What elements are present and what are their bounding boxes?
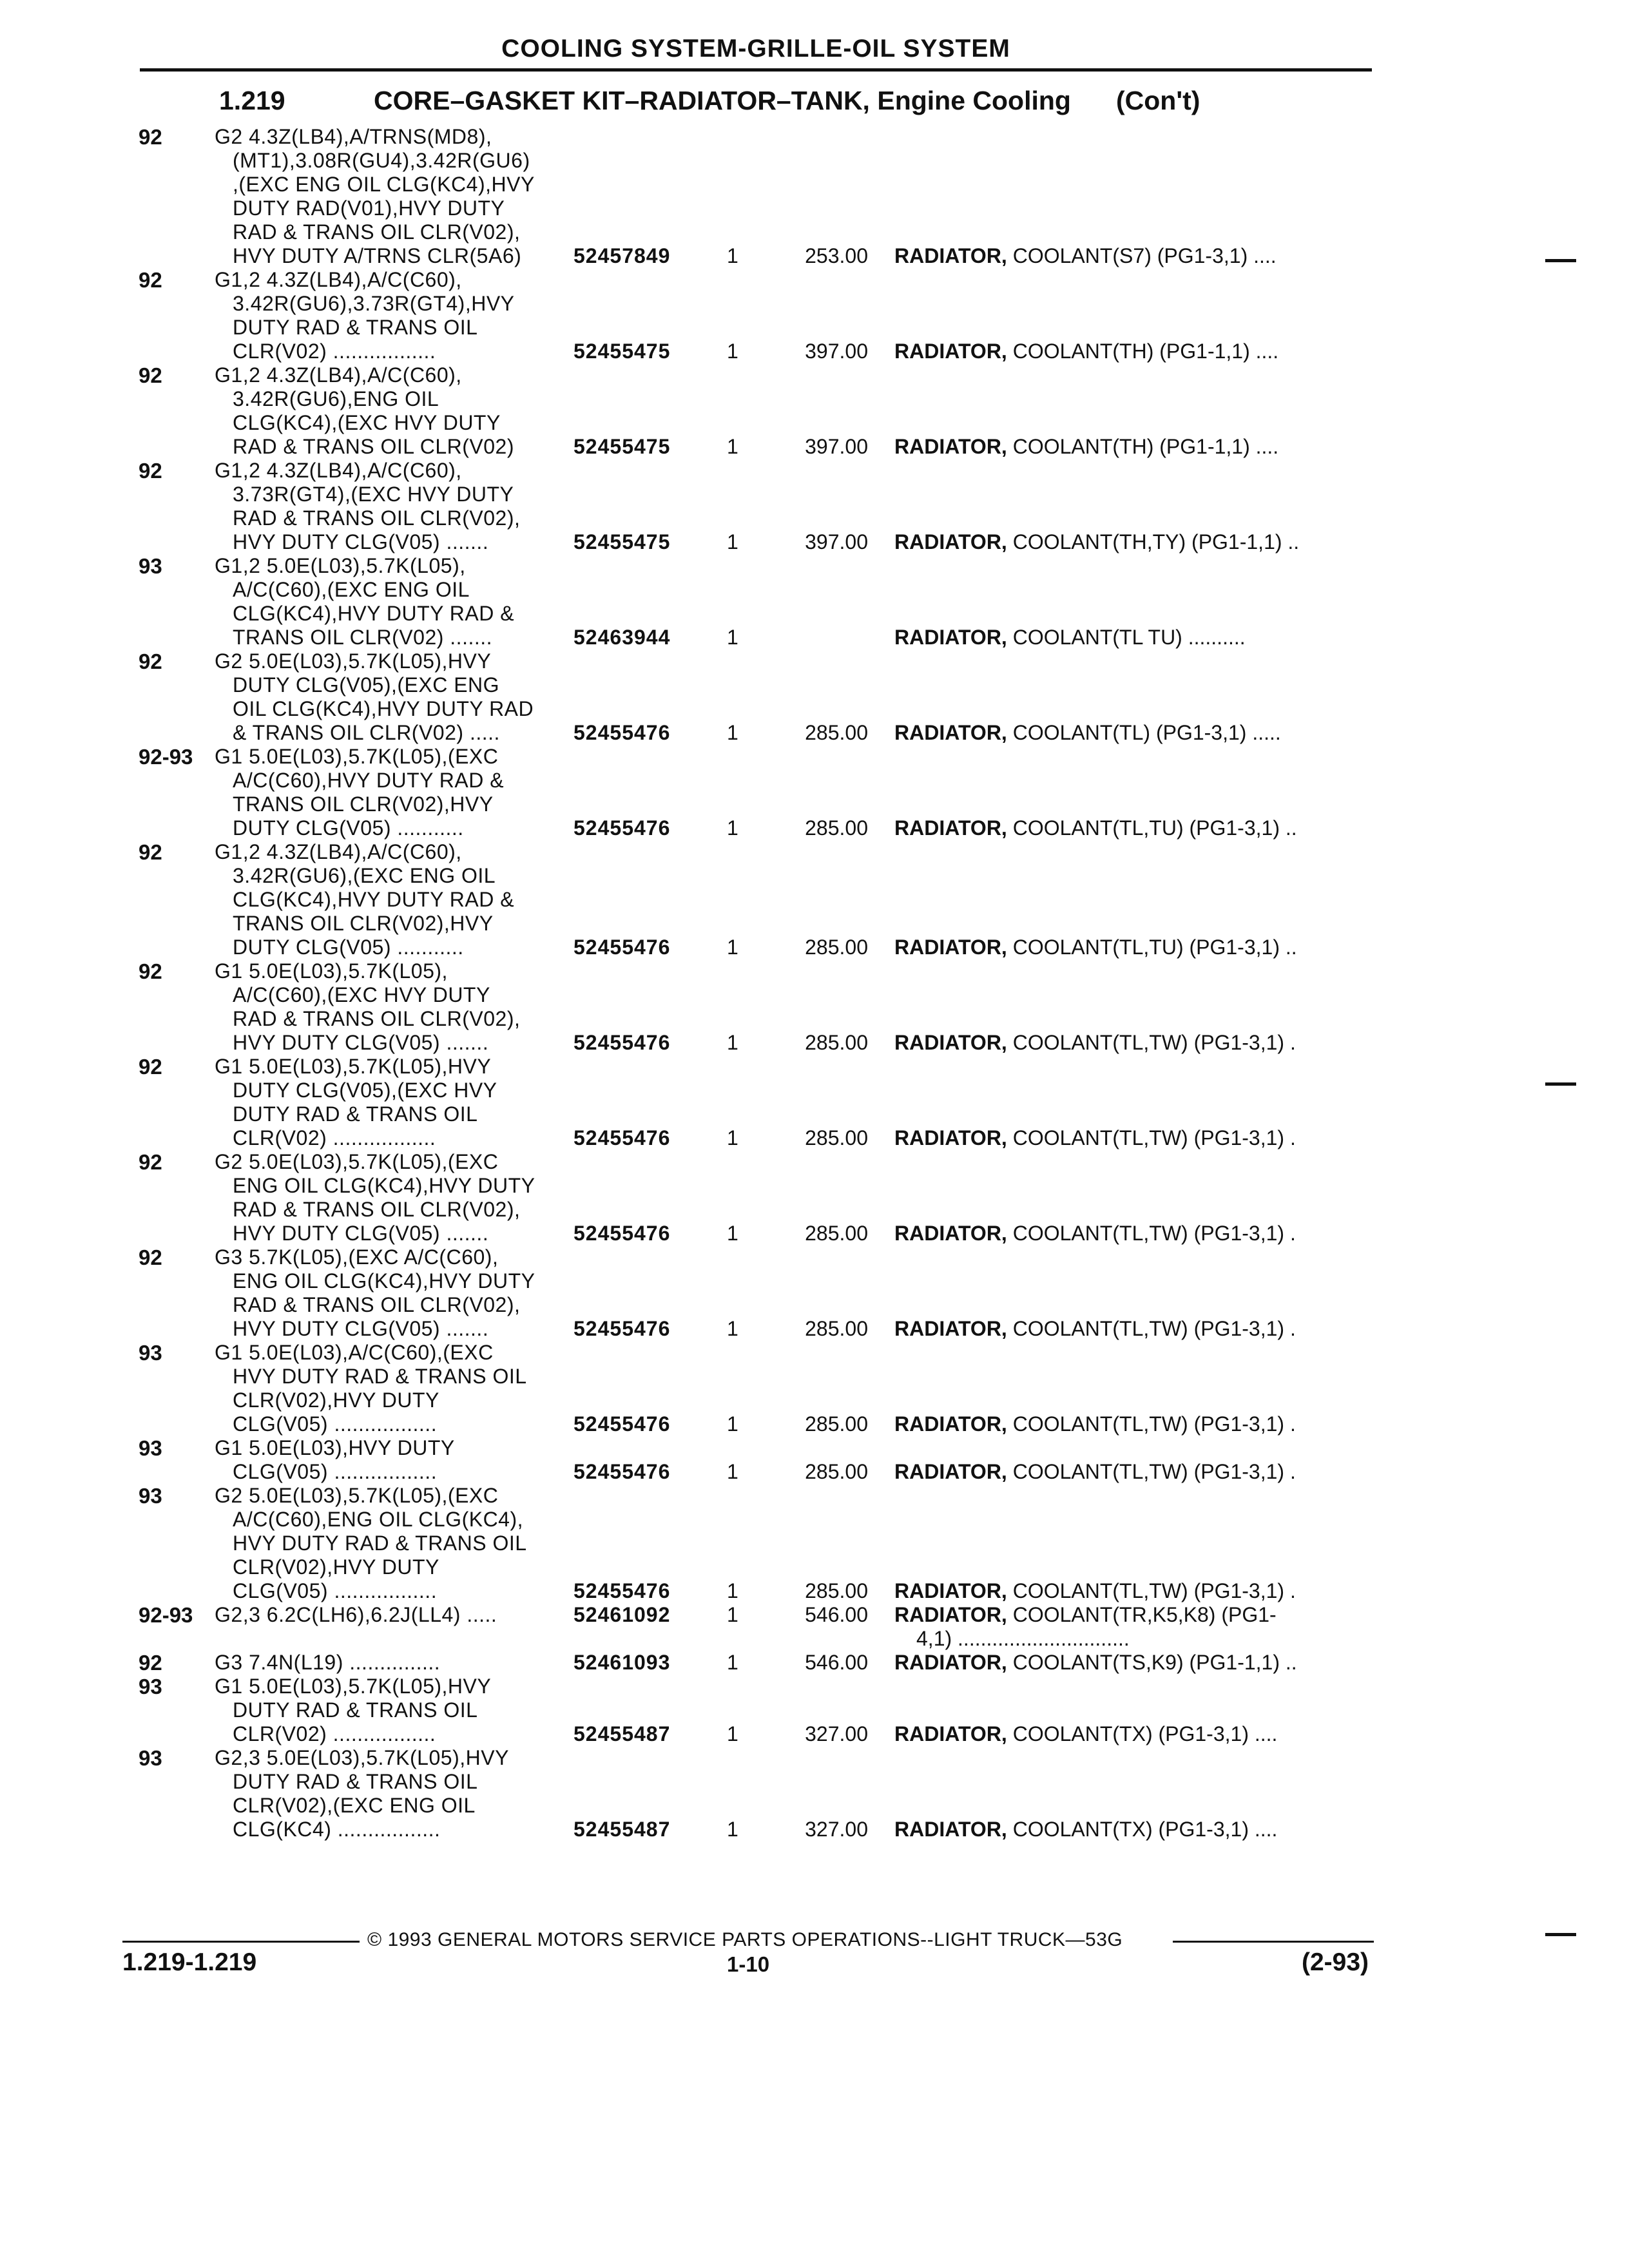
usage-description: G2 4.3Z(LB4),A/TRNS(MD8), xyxy=(215,125,492,148)
usage-description: TRANS OIL CLR(V02),HVY xyxy=(233,793,494,816)
part-number: 52455476 xyxy=(574,1412,671,1436)
usage-description: RAD & TRANS OIL CLR(V02), xyxy=(233,220,521,244)
quantity: 1 xyxy=(727,1722,738,1745)
part-number: 52461092 xyxy=(574,1603,671,1626)
quantity: 1 xyxy=(727,1222,738,1245)
usage-description: G2,3 6.2C(LH6),6.2J(LL4) ..... xyxy=(215,1603,497,1626)
price: 285.00 xyxy=(805,816,868,840)
usage-description: A/C(C60),(EXC ENG OIL xyxy=(233,578,470,601)
part-name-noun: RADIATOR, xyxy=(894,1722,1007,1745)
usage-description: CLR(V02) ................. xyxy=(233,1126,436,1149)
usage-description: G1 5.0E(L03),5.7K(L05),HVY xyxy=(215,1675,492,1698)
usage-description: G1 5.0E(L03),5.7K(L05),(EXC xyxy=(215,745,499,768)
part-number: 52455476 xyxy=(574,816,671,840)
usage-description: G3 7.4N(L19) ............... xyxy=(215,1651,441,1674)
part-name-noun: RADIATOR, xyxy=(894,1222,1007,1245)
usage-description: RAD & TRANS OIL CLR(V02) xyxy=(233,435,514,458)
part-name-noun: RADIATOR, xyxy=(894,816,1007,840)
part-number: 52455475 xyxy=(574,530,671,553)
part-name-noun: RADIATOR, xyxy=(894,1031,1007,1054)
part-name-noun: RADIATOR, xyxy=(894,1818,1007,1841)
part-name-noun: RADIATOR, xyxy=(894,244,1007,267)
usage-description: DUTY RAD(V01),HVY DUTY xyxy=(233,197,505,220)
part-name-noun: RADIATOR, xyxy=(894,1317,1007,1340)
usage-description: DUTY CLG(V05),(EXC ENG xyxy=(233,673,500,697)
usage-description: G2,3 5.0E(L03),5.7K(L05),HVY xyxy=(215,1746,509,1769)
usage-description: CLG(KC4),HVY DUTY RAD & xyxy=(233,602,515,625)
model-year: 93 xyxy=(139,1341,162,1365)
footer-rule-left xyxy=(122,1941,360,1943)
usage-description: 3.42R(GU6),3.73R(GT4),HVY xyxy=(233,292,515,315)
model-year: 92 xyxy=(139,1150,162,1174)
part-name xyxy=(894,435,1371,459)
part-number: 52455476 xyxy=(574,936,671,959)
section-number: 1.219 xyxy=(219,86,285,115)
usage-description: 3.73R(GT4),(EXC HVY DUTY xyxy=(233,483,514,506)
part-number: 52455476 xyxy=(574,1579,671,1602)
part-number: 52455476 xyxy=(574,1222,671,1245)
quantity: 1 xyxy=(727,340,738,363)
usage-description: DUTY CLG(V05),(EXC HVY xyxy=(233,1079,497,1102)
usage-description: CLR(V02),(EXC ENG OIL xyxy=(233,1794,476,1817)
footer-copyright: © 1993 GENERAL MOTORS SERVICE PARTS OPERATIONS--LIGHT TRUCK—53G xyxy=(367,1929,1123,1950)
usage-description: HVY DUTY A/TRNS CLR(5A6) xyxy=(233,244,522,267)
usage-description: G1 5.0E(L03),A/C(C60),(EXC xyxy=(215,1341,494,1364)
usage-description: G1 5.0E(L03),5.7K(L05), xyxy=(215,959,448,983)
price: 397.00 xyxy=(805,530,868,553)
part-name xyxy=(894,1031,1371,1055)
part-name-noun: RADIATOR, xyxy=(894,1126,1007,1149)
usage-description: CLG(V05) ................. xyxy=(233,1579,438,1602)
quantity: 1 xyxy=(727,1412,738,1436)
part-name-noun: RADIATOR, xyxy=(894,340,1007,363)
part-name-detail: COOLANT(TL TU) .......... xyxy=(1007,626,1246,649)
part-name-detail: COOLANT(TH,TY) (PG1-1,1) .. xyxy=(1007,530,1300,553)
part-name xyxy=(894,1460,1371,1484)
part-number: 52455476 xyxy=(574,1031,671,1054)
usage-description: OIL CLG(KC4),HVY DUTY RAD xyxy=(233,697,534,720)
price: 546.00 xyxy=(805,1651,868,1674)
part-name-detail: COOLANT(TL,TW) (PG1-3,1) . xyxy=(1007,1126,1296,1149)
margin-tick xyxy=(1545,1933,1576,1936)
part-number: 52461093 xyxy=(574,1651,671,1674)
part-name xyxy=(894,530,1371,554)
quantity: 1 xyxy=(727,244,738,267)
part-name-detail: COOLANT(TL,TU) (PG1-3,1) .. xyxy=(1007,816,1297,840)
part-number: 52455487 xyxy=(574,1818,671,1841)
model-year: 92 xyxy=(139,1055,162,1079)
usage-description: G2 5.0E(L03),5.7K(L05),(EXC xyxy=(215,1484,499,1507)
usage-description: G1 5.0E(L03),HVY DUTY xyxy=(215,1436,455,1459)
quantity: 1 xyxy=(727,1460,738,1483)
usage-description: 3.42R(GU6),ENG OIL xyxy=(233,387,439,410)
part-name xyxy=(894,1603,1371,1627)
usage-description: HVY DUTY RAD & TRANS OIL xyxy=(233,1532,527,1555)
price: 285.00 xyxy=(805,1126,868,1149)
part-name-detail: COOLANT(TL,TW) (PG1-3,1) . xyxy=(1007,1460,1296,1483)
part-name xyxy=(894,1412,1371,1436)
section-title: CORE–GASKET KIT–RADIATOR–TANK, Engine Cooling xyxy=(374,86,1071,115)
quantity: 1 xyxy=(727,721,738,744)
part-name-detail: COOLANT(TX) (PG1-3,1) .... xyxy=(1007,1818,1278,1841)
usage-description: G1 5.0E(L03),5.7K(L05),HVY xyxy=(215,1055,492,1078)
usage-description: RAD & TRANS OIL CLR(V02), xyxy=(233,1293,521,1316)
model-year: 92-93 xyxy=(139,745,193,769)
price: 285.00 xyxy=(805,1579,868,1602)
part-name-noun: RADIATOR, xyxy=(894,435,1007,458)
usage-description: RAD & TRANS OIL CLR(V02), xyxy=(233,1198,521,1221)
usage-description: CLR(V02),HVY DUTY xyxy=(233,1555,439,1579)
part-name-continued: 4,1) .............................. xyxy=(916,1627,1130,1650)
part-name-noun: RADIATOR, xyxy=(894,626,1007,649)
price: 546.00 xyxy=(805,1603,868,1626)
model-year: 92 xyxy=(139,459,162,483)
quantity: 1 xyxy=(727,1317,738,1340)
model-year: 93 xyxy=(139,554,162,578)
usage-description: HVY DUTY CLG(V05) ....... xyxy=(233,1317,489,1340)
quantity: 1 xyxy=(727,435,738,458)
model-year: 92 xyxy=(139,840,162,864)
part-name-detail: COOLANT(TL,TW) (PG1-3,1) . xyxy=(1007,1222,1296,1245)
price: 253.00 xyxy=(805,244,868,267)
usage-description: CLG(KC4) ................. xyxy=(233,1818,441,1841)
price: 285.00 xyxy=(805,1031,868,1054)
part-name xyxy=(894,1579,1371,1603)
usage-description: G2 5.0E(L03),5.7K(L05),(EXC xyxy=(215,1150,499,1173)
part-name-detail: COOLANT(TL,TW) (PG1-3,1) . xyxy=(1007,1579,1296,1602)
part-name-detail: COOLANT(TH) (PG1-1,1) .... xyxy=(1007,435,1279,458)
part-name-noun: RADIATOR, xyxy=(894,530,1007,553)
usage-description: & TRANS OIL CLR(V02) ..... xyxy=(233,721,500,744)
quantity: 1 xyxy=(727,1031,738,1054)
usage-description: CLG(KC4),(EXC HVY DUTY xyxy=(233,411,501,434)
usage-description: G1,2 5.0E(L03),5.7K(L05), xyxy=(215,554,466,577)
price: 285.00 xyxy=(805,1222,868,1245)
usage-description: G1,2 4.3Z(LB4),A/C(C60), xyxy=(215,363,462,387)
part-name xyxy=(894,721,1371,745)
usage-description: ,(EXC ENG OIL CLG(KC4),HVY xyxy=(233,173,535,196)
price: 285.00 xyxy=(805,1460,868,1483)
usage-description: G3 5.7K(L05),(EXC A/C(C60), xyxy=(215,1245,499,1269)
part-name xyxy=(894,340,1371,363)
part-name xyxy=(894,1126,1371,1150)
part-number: 52457849 xyxy=(574,244,671,267)
part-name-noun: RADIATOR, xyxy=(894,1579,1007,1602)
usage-description: G2 5.0E(L03),5.7K(L05),HVY xyxy=(215,649,492,673)
usage-description: CLG(V05) ................. xyxy=(233,1412,438,1436)
usage-description: DUTY CLG(V05) ........... xyxy=(233,936,464,959)
price: 397.00 xyxy=(805,340,868,363)
part-name-detail: COOLANT(TR,K5,K8) (PG1- xyxy=(1007,1603,1277,1626)
margin-tick xyxy=(1545,259,1576,262)
part-number: 52463944 xyxy=(574,626,671,649)
part-name-detail: COOLANT(S7) (PG1-3,1) .... xyxy=(1007,244,1277,267)
usage-description: HVY DUTY CLG(V05) ....... xyxy=(233,1031,489,1054)
usage-description: CLR(V02) ................. xyxy=(233,1722,436,1745)
usage-description: (MT1),3.08R(GU4),3.42R(GU6) xyxy=(233,149,530,172)
footer-revision: (2-93) xyxy=(1302,1948,1369,1976)
margin-tick xyxy=(1545,1082,1576,1086)
model-year: 92 xyxy=(139,1651,162,1675)
part-number: 52455475 xyxy=(574,435,671,458)
quantity: 1 xyxy=(727,1126,738,1149)
usage-description: HVY DUTY CLG(V05) ....... xyxy=(233,530,489,553)
usage-description: DUTY CLG(V05) ........... xyxy=(233,816,464,840)
part-number: 52455476 xyxy=(574,1317,671,1340)
part-name-detail: COOLANT(TL,TW) (PG1-3,1) . xyxy=(1007,1317,1296,1340)
quantity: 1 xyxy=(727,530,738,553)
model-year: 93 xyxy=(139,1746,162,1770)
price: 285.00 xyxy=(805,721,868,744)
usage-description: HVY DUTY CLG(V05) ....... xyxy=(233,1222,489,1245)
quantity: 1 xyxy=(727,626,738,649)
part-name xyxy=(894,1222,1371,1245)
quantity: 1 xyxy=(727,1579,738,1602)
usage-description: G1,2 4.3Z(LB4),A/C(C60), xyxy=(215,459,462,482)
footer-page-number: 1-10 xyxy=(727,1952,770,1976)
price: 397.00 xyxy=(805,435,868,458)
usage-description: HVY DUTY RAD & TRANS OIL xyxy=(233,1365,527,1388)
usage-description: 3.42R(GU6),(EXC ENG OIL xyxy=(233,864,496,887)
part-name xyxy=(894,626,1371,649)
usage-description: DUTY RAD & TRANS OIL xyxy=(233,316,478,339)
page-title: COOLING SYSTEM-GRILLE-OIL SYSTEM xyxy=(501,35,1010,62)
part-name-noun: RADIATOR, xyxy=(894,1651,1007,1674)
part-name xyxy=(894,1818,1371,1841)
part-number: 52455475 xyxy=(574,340,671,363)
section-continued: (Con't) xyxy=(1115,86,1200,115)
part-name-noun: RADIATOR, xyxy=(894,1412,1007,1436)
usage-description: G1,2 4.3Z(LB4),A/C(C60), xyxy=(215,268,462,291)
part-name-detail: COOLANT(TL,TW) (PG1-3,1) . xyxy=(1007,1031,1296,1054)
part-name-detail: COOLANT(TL,TU) (PG1-3,1) .. xyxy=(1007,936,1297,959)
model-year: 93 xyxy=(139,1484,162,1508)
price: 285.00 xyxy=(805,1317,868,1340)
usage-description: RAD & TRANS OIL CLR(V02), xyxy=(233,506,521,530)
usage-description: ENG OIL CLG(KC4),HVY DUTY xyxy=(233,1269,535,1293)
usage-description: CLG(KC4),HVY DUTY RAD & xyxy=(233,888,515,911)
usage-description: DUTY RAD & TRANS OIL xyxy=(233,1698,478,1722)
price: 327.00 xyxy=(805,1722,868,1745)
usage-description: ENG OIL CLG(KC4),HVY DUTY xyxy=(233,1174,535,1197)
quantity: 1 xyxy=(727,816,738,840)
model-year: 92 xyxy=(139,649,162,673)
model-year: 93 xyxy=(139,1436,162,1460)
price: 327.00 xyxy=(805,1818,868,1841)
usage-description: TRANS OIL CLR(V02) ....... xyxy=(233,626,493,649)
part-name xyxy=(894,936,1371,959)
usage-description: CLR(V02) ................. xyxy=(233,340,436,363)
part-name xyxy=(894,1722,1371,1746)
footer-page-range: 1.219-1.219 xyxy=(122,1948,257,1976)
part-name-noun: RADIATOR, xyxy=(894,936,1007,959)
usage-description: A/C(C60),(EXC HVY DUTY xyxy=(233,983,490,1006)
page-header xyxy=(140,31,1372,72)
footer-rule-right xyxy=(1173,1941,1374,1943)
part-name-noun: RADIATOR, xyxy=(894,1460,1007,1483)
part-name xyxy=(894,1651,1371,1675)
usage-description: TRANS OIL CLR(V02),HVY xyxy=(233,912,494,935)
part-name-noun: RADIATOR, xyxy=(894,721,1007,744)
model-year: 92 xyxy=(139,268,162,292)
usage-description: A/C(C60),ENG OIL CLG(KC4), xyxy=(233,1508,524,1531)
quantity: 1 xyxy=(727,1818,738,1841)
usage-description: G1,2 4.3Z(LB4),A/C(C60), xyxy=(215,840,462,863)
model-year: 92 xyxy=(139,959,162,983)
part-name-detail: COOLANT(TL) (PG1-3,1) ..... xyxy=(1007,721,1281,744)
model-year: 93 xyxy=(139,1675,162,1698)
part-name-detail: COOLANT(TH) (PG1-1,1) .... xyxy=(1007,340,1279,363)
part-name-detail: COOLANT(TL,TW) (PG1-3,1) . xyxy=(1007,1412,1296,1436)
usage-description: A/C(C60),HVY DUTY RAD & xyxy=(233,769,505,792)
part-number: 52455476 xyxy=(574,1126,671,1149)
model-year: 92 xyxy=(139,125,162,149)
model-year: 92-93 xyxy=(139,1603,193,1627)
part-name xyxy=(894,816,1371,840)
usage-description: CLG(V05) ................. xyxy=(233,1460,438,1483)
quantity: 1 xyxy=(727,1651,738,1674)
usage-description: DUTY RAD & TRANS OIL xyxy=(233,1102,478,1126)
price: 285.00 xyxy=(805,1412,868,1436)
part-number: 52455487 xyxy=(574,1722,671,1745)
usage-description: CLR(V02),HVY DUTY xyxy=(233,1389,439,1412)
usage-description: DUTY RAD & TRANS OIL xyxy=(233,1770,478,1793)
usage-description: RAD & TRANS OIL CLR(V02), xyxy=(233,1007,521,1030)
model-year: 92 xyxy=(139,1245,162,1269)
quantity: 1 xyxy=(727,1603,738,1626)
part-number: 52455476 xyxy=(574,1460,671,1483)
price: 285.00 xyxy=(805,936,868,959)
section-heading xyxy=(219,86,1200,116)
quantity: 1 xyxy=(727,936,738,959)
model-year: 92 xyxy=(139,363,162,387)
part-name xyxy=(894,244,1371,268)
part-name xyxy=(894,1317,1371,1341)
part-name-detail: COOLANT(TX) (PG1-3,1) .... xyxy=(1007,1722,1278,1745)
part-name-noun: RADIATOR, xyxy=(894,1603,1007,1626)
part-name-detail: COOLANT(TS,K9) (PG1-1,1) .. xyxy=(1007,1651,1297,1674)
part-number: 52455476 xyxy=(574,721,671,744)
